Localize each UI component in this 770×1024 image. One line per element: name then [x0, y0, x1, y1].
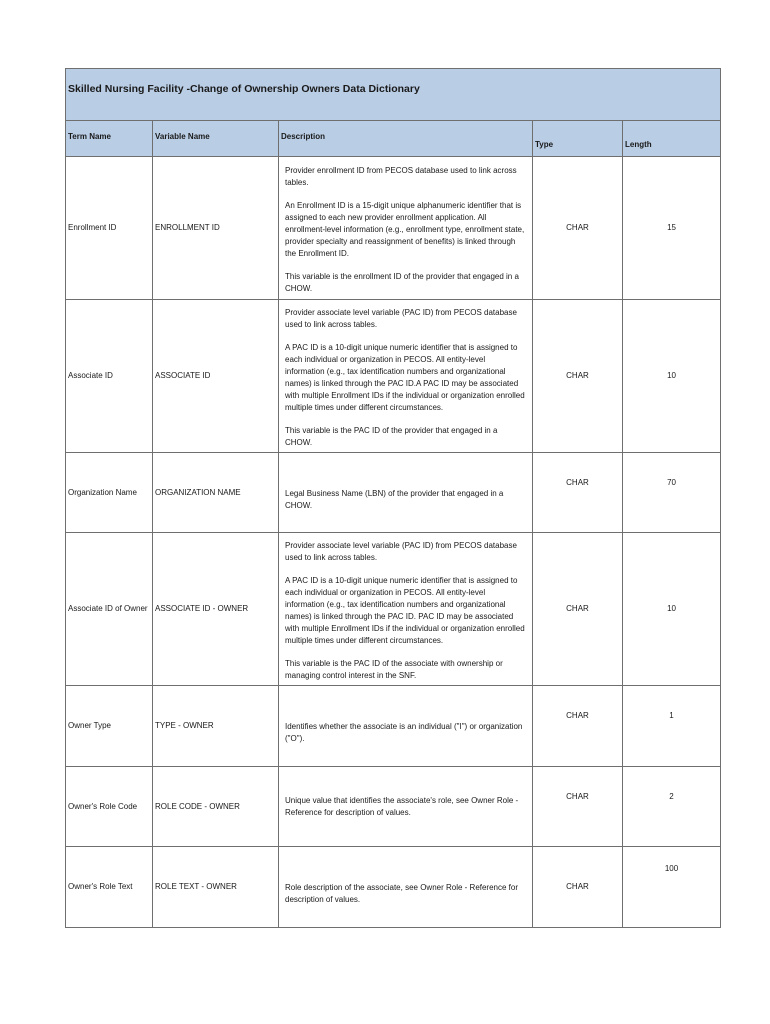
- table-row: [66, 300, 721, 453]
- type-cell: CHAR: [533, 533, 623, 686]
- header-description: Description: [279, 121, 533, 157]
- description-cell: [279, 533, 533, 686]
- length-cell: 15: [623, 157, 721, 300]
- header-type: Type: [533, 121, 623, 157]
- length-cell: 10: [623, 533, 721, 686]
- table-row: [66, 157, 721, 300]
- header-row: [66, 121, 721, 157]
- title-row: [66, 69, 721, 121]
- length-cell: 1: [623, 686, 721, 767]
- description-paragraph: Unique value that identifies the associate's role, see Owner Role - Reference for description of values.: [285, 795, 519, 817]
- variable-name-cell: ROLE CODE - OWNER: [153, 767, 279, 847]
- table-row: [66, 767, 721, 847]
- header-variable-name: Variable Name: [153, 121, 279, 157]
- description-cell: [279, 767, 533, 847]
- description-cell: [279, 453, 533, 533]
- description-paragraph: Provider associate level variable (PAC ID) from PECOS database used to link across tables.: [285, 541, 517, 562]
- variable-name-cell: ENROLLMENT ID: [153, 157, 279, 300]
- length-cell: 100: [623, 847, 721, 928]
- description-paragraph: An Enrollment ID is a 15-digit unique alphanumeric identifier that is assigned to each new provider enrollment application. All enrollment-level information (e.g., enrollment type, enrollment state, provider specialty and reassignment of benefits) is linked through the Enrollment ID.: [285, 201, 525, 258]
- table-row: [66, 453, 721, 533]
- type-cell: CHAR: [533, 686, 623, 767]
- type-cell: CHAR: [533, 767, 623, 847]
- term-name-cell: Owner's Role Code: [66, 767, 153, 847]
- header-term-name: Term Name: [66, 121, 153, 157]
- term-name-cell: Enrollment ID: [66, 157, 153, 300]
- data-dictionary-table: [65, 68, 721, 928]
- variable-name-cell: ROLE TEXT - OWNER: [153, 847, 279, 928]
- description-paragraph: Provider associate level variable (PAC ID) from PECOS database used to link across tables.: [285, 308, 517, 329]
- type-cell: CHAR: [533, 847, 623, 928]
- length-cell: 70: [623, 453, 721, 533]
- table-row: [66, 533, 721, 686]
- description-paragraph: This variable is the PAC ID of the associate with ownership or managing control interest in the SNF.: [285, 659, 503, 680]
- description-cell: [279, 686, 533, 767]
- table-title-cell: [66, 69, 721, 121]
- table-row: [66, 686, 721, 767]
- term-name-cell: Associate ID of Owner: [66, 533, 153, 686]
- description-cell: [279, 157, 533, 300]
- variable-name-cell: ASSOCIATE ID: [153, 300, 279, 453]
- table-row: [66, 847, 721, 928]
- type-cell: CHAR: [533, 453, 623, 533]
- length-cell: 2: [623, 767, 721, 847]
- table-title: Skilled Nursing Facility -Change of Ownership Owners Data Dictionary: [68, 82, 420, 95]
- description-cell: [279, 300, 533, 453]
- variable-name-cell: ORGANIZATION NAME: [153, 453, 279, 533]
- description-paragraph: A PAC ID is a 10-digit unique numeric identifier that is assigned to each individual or organization in PECOS. All entity-level information (e.g., tax identification numbers and organizational names) is linked through the PAC ID. PAC ID may be associated with multiple Enrollment IDs if the individual or organization enrolled multiple times under different circumstances.: [285, 576, 525, 645]
- header-length: Length: [623, 121, 721, 157]
- description-paragraph: This variable is the PAC ID of the provider that engaged in a CHOW.: [285, 426, 498, 447]
- term-name-cell: Owner Type: [66, 686, 153, 767]
- description-paragraph: Identifies whether the associate is an individual ("I") or organization ("O").: [285, 722, 523, 743]
- description-cell: [279, 847, 533, 928]
- length-cell: 10: [623, 300, 721, 453]
- description-paragraph: This variable is the enrollment ID of the provider that engaged in a CHOW.: [285, 272, 519, 293]
- type-cell: CHAR: [533, 157, 623, 300]
- description-paragraph: Legal Business Name (LBN) of the provider that engaged in a CHOW.: [285, 488, 504, 510]
- term-name-cell: Associate ID: [66, 300, 153, 453]
- description-paragraph: Provider enrollment ID from PECOS database used to link across tables.: [285, 166, 517, 187]
- term-name-cell: Owner's Role Text: [66, 847, 153, 928]
- type-cell: CHAR: [533, 300, 623, 453]
- description-paragraph: Role description of the associate, see Owner Role - Reference for description of values.: [285, 883, 519, 904]
- term-name-cell: Organization Name: [66, 453, 153, 533]
- description-paragraph: A PAC ID is a 10-digit unique numeric identifier that is assigned to each individual or organization in PECOS. All entity-level information (e.g., tax identification numbers and organizational names) is linked through the PAC ID.A PAC ID may be associated with multiple Enrollment IDs if the individual or organization enrolled multiple times under different circumstances.: [285, 343, 525, 412]
- variable-name-cell: TYPE - OWNER: [153, 686, 279, 767]
- variable-name-cell: ASSOCIATE ID - OWNER: [153, 533, 279, 686]
